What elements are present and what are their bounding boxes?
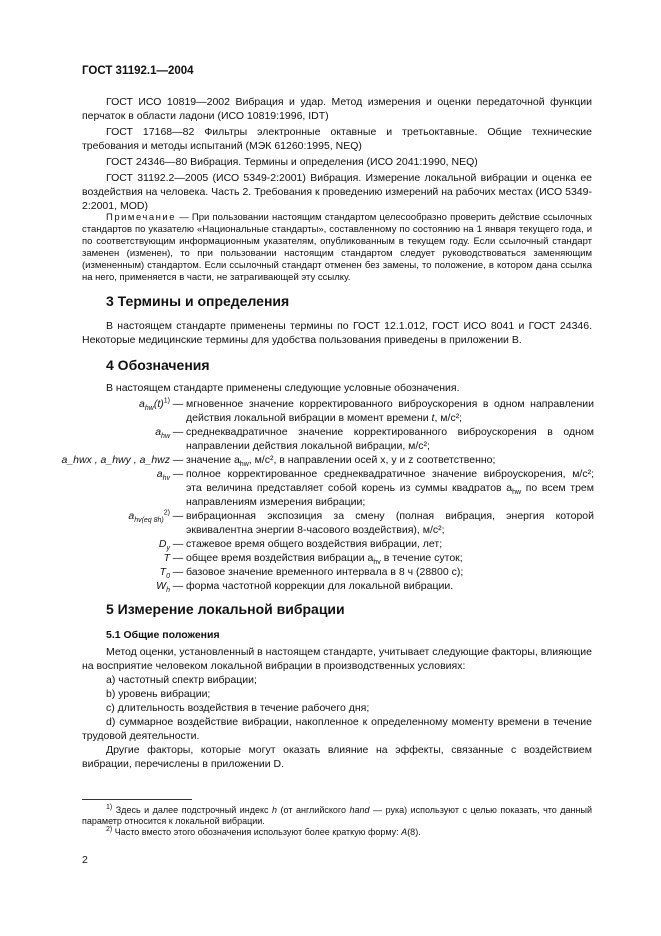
normative-references xyxy=(82,95,592,215)
paragraph: Другие факторы, которые могут оказать влияние на эффекты, связанные с воздействием вибрации, перечислены в приложении D. xyxy=(82,744,592,770)
symbol-definition: значение $a_{hw}$, м/с², в направлении осей x, y и z соответственно; xyxy=(186,454,496,469)
dash: — xyxy=(172,398,184,410)
reference-item: ГОСТ 31192.2—2005 (ИСО 5349-2:2001) Вибрация. Измерение локальной вибрации и оценка ее воздействия на человека. Часть 2. Требования к проведению измерений на рабочих местах (ИСО 5349-2:2001, MOD) xyxy=(82,172,592,212)
symbol-row xyxy=(40,453,594,467)
footnotes xyxy=(82,805,592,838)
symbol-definition: базовое значение временного интервала в 8 ч (28800 с); xyxy=(186,566,464,578)
list-item: b) уровень вибрации; xyxy=(106,688,211,700)
footnote-divider xyxy=(82,799,192,800)
symbol-row xyxy=(40,551,594,565)
dash: — xyxy=(172,538,184,550)
section-3-title: 3 Термины и определения xyxy=(106,293,290,309)
symbol: $W_h$ xyxy=(156,580,170,595)
section-4-intro: В настоящем стандарте применены следующие условные обозначения. xyxy=(106,382,460,394)
list-item: c) длительность воздействия в течение рабочего дня; xyxy=(106,702,370,714)
symbol-row xyxy=(40,509,594,537)
symbol: $a_{hv(eq 8h)}^{2)}$ xyxy=(128,509,170,525)
reference-item: ГОСТ ИСО 10819—2002 Вибрация и удар. Метод измерения и оценки передаточной функции перчаток в области ладони (ИСО 10819:1996, IDT) xyxy=(82,96,592,122)
list-item: a) частотный спектр вибрации; xyxy=(106,674,257,686)
symbol-definition: форма частотной коррекции для локальной вибрации. xyxy=(186,580,454,592)
symbol-definition: полное корректированное среднеквадратичное значение виброускорения, м/с²; эта величина представляет собой корень из суммы квадратов $a_{hw}$ по всем трем направлениям измерения вибрации; xyxy=(186,468,594,508)
dash: — xyxy=(172,566,184,578)
symbol-row xyxy=(40,537,594,551)
footnote: $^{1)}$ Здесь и далее подстрочный индекс h (от английского hand — рука) используют с целью показать, что данный параметр относится к локальной вибрации. xyxy=(82,804,592,826)
dash: — xyxy=(172,510,184,522)
list-item: d) суммарное воздействие вибрации, накопленное к определенному моменту времени в течение трудовой деятельности. xyxy=(82,716,592,742)
symbol-definition: стажевое время общего воздействия вибрации, лет; xyxy=(186,538,443,550)
subsection-5-1-body xyxy=(82,645,592,771)
symbol-definition: мгновенное значение корректированного виброускорения в одном направлении действия локальной вибрации в момент времени t, м/с²; xyxy=(186,398,594,424)
note-text: — При пользовании настоящим стандартом целесообразно проверить действие ссылочных стандартов по указателю «Национальные стандарты», составленному по состоянию на 1 января текущего года, и по соответствующим информационным указателям, опубликованным в текущем году. Если ссылочный стандарт заменен (изменен), то при пользовании настоящим стандартом следует руководствоваться заменяющим (измененным) стандартом. Если ссылочный стандарт отменен без замены, то положение, в котором дана ссылка на него, применяется в части, не затрагивающей эту ссылку. xyxy=(82,212,592,283)
symbol: a_hwx , a_hwy , a_hwz xyxy=(61,454,170,466)
reference-item: ГОСТ 17168—82 Фильтры электронные октавные и третьоктавные. Общие технические требования и методы испытаний (МЭК 61260:1995, NEQ) xyxy=(82,126,592,152)
paragraph: Метод оценки, установленный в настоящем стандарте, учитывает следующие факторы, влияющие на восприятие человеком локальной вибрации в производственных условиях: xyxy=(82,646,592,672)
symbol-row xyxy=(40,397,594,425)
symbol-row xyxy=(40,565,594,579)
section-5-title: 5 Измерение локальной вибрации xyxy=(106,601,345,617)
symbol-definition: среднеквадратичное значение корректированного виброускорения в одном направлении действия локальной вибрации, м/с²; xyxy=(186,426,594,452)
dash: — xyxy=(172,552,184,564)
dash: — xyxy=(172,468,184,480)
symbol-row xyxy=(40,425,594,453)
symbol-definition: вибрационная экспозиция за смену (полная вибрация, энергия которой эквивалентна энергии 8-часового воздействия), м/с²; xyxy=(186,510,594,536)
section-3-text: В настоящем стандарте применены термины по ГОСТ 12.1.012, ГОСТ ИСО 8041 и ГОСТ 24346. Некоторые медицинские термины для удобства пользования приведены в приложении В. xyxy=(82,320,592,346)
subsection-5-1-title: 5.1 Общие положения xyxy=(106,629,220,641)
symbol-row xyxy=(40,579,594,593)
symbol: $D_y$ xyxy=(158,538,170,553)
standard-id-header: ГОСТ 31192.1—2004 xyxy=(82,65,194,77)
section-4-title: 4 Обозначения xyxy=(106,357,210,373)
symbol-definition: общее время воздействия вибрации $a_{hv}$ в течение суток; xyxy=(186,552,463,567)
symbol: $a_{hv}$ xyxy=(156,468,170,483)
dash: — xyxy=(172,454,184,466)
symbol: $a_{hw}$ xyxy=(155,426,170,441)
note-paragraph xyxy=(82,212,592,284)
symbol: $a_{hw}(t)^{1)}$ xyxy=(139,397,170,413)
symbol: T xyxy=(163,552,170,564)
dash: — xyxy=(172,426,184,438)
symbol-row xyxy=(40,467,594,509)
page-number: 2 xyxy=(82,854,88,866)
symbol: $T_0$ xyxy=(159,566,170,581)
note-lead: Примечание xyxy=(106,212,176,223)
dash: — xyxy=(172,580,184,592)
reference-item: ГОСТ 24346—80 Вибрация. Термины и определения (ИСО 2041:1990, NEQ) xyxy=(106,156,478,168)
footnote: $^{2)}$ Часто вместо этого обозначения используют более краткую форму: A(8). xyxy=(106,826,421,837)
